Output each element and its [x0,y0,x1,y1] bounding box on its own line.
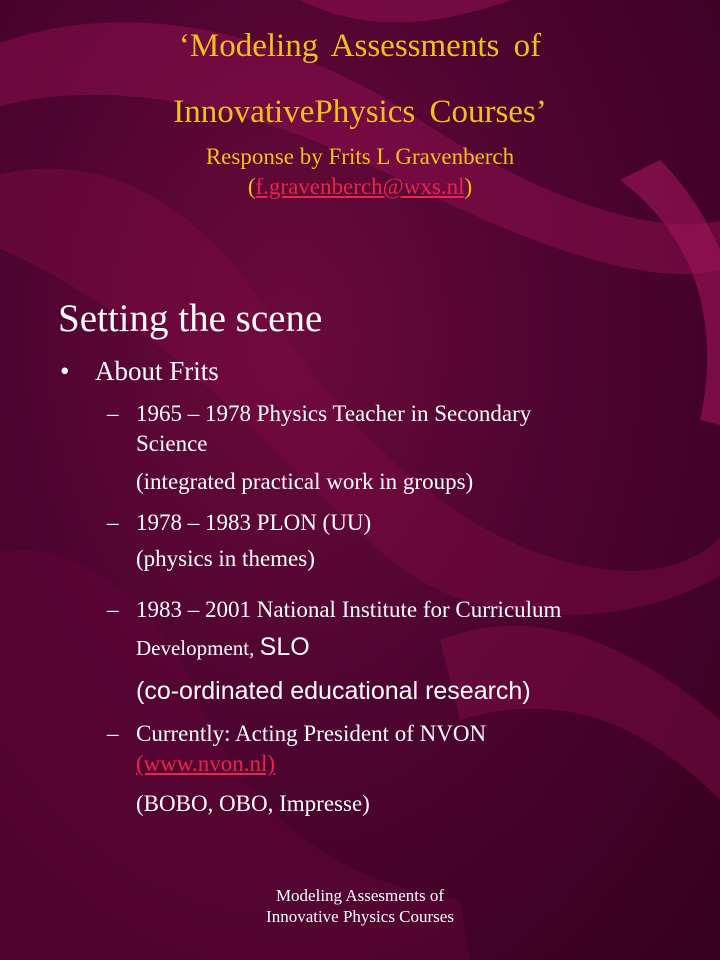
email-open-paren: ( [247,174,256,199]
item-2-line-1: 1978 – 1983 PLON (UU) [136,510,372,535]
footer-line-1: Modeling Assesments of [275,886,445,905]
dash-marker: – [107,721,119,746]
dash-marker: – [107,401,119,426]
response-author: Response by Frits L Gravenberch [205,144,515,169]
response-by [0,142,720,202]
item-3-line-2 [136,633,310,662]
footer-line-2: Innovative Physics Courses [266,907,454,926]
item-3-line-2-text: Development, [136,636,260,660]
item-3-line-1: 1983 – 2001 National Institute for Curriculum [136,597,562,622]
email-line [0,172,720,202]
slide-title-line-1: ‘Modeling Assessments of [178,28,542,64]
item-4-note: (BOBO, OBO, Impresse) [136,791,370,816]
section-heading: Setting the scene [58,297,323,340]
email-close-paren: ) [464,174,473,199]
dash-marker: – [107,597,119,622]
bullet-about-frits: About Frits [95,356,219,386]
item-3-note: (co-ordinated educational research) [136,677,531,705]
dash-marker: – [107,510,119,535]
bullet-marker: • [60,356,70,386]
email-link[interactable]: f.gravenberch@wxs.nl [255,174,465,199]
slide-title-line-2: InnovativePhysics Courses’ [173,94,547,130]
item-4-line-1: Currently: Acting President of NVON [136,721,487,746]
item-1-line-1: 1965 – 1978 Physics Teacher in Secondary [136,401,532,426]
item-1-line-2: Science [136,431,208,456]
slide-footer [0,885,720,927]
item-3-slo: SLO [259,633,310,661]
item-1-note: (integrated practical work in groups) [136,469,474,494]
item-2-note: (physics in themes) [136,546,315,571]
nvon-link[interactable]: (www.nvon.nl) [136,751,276,776]
